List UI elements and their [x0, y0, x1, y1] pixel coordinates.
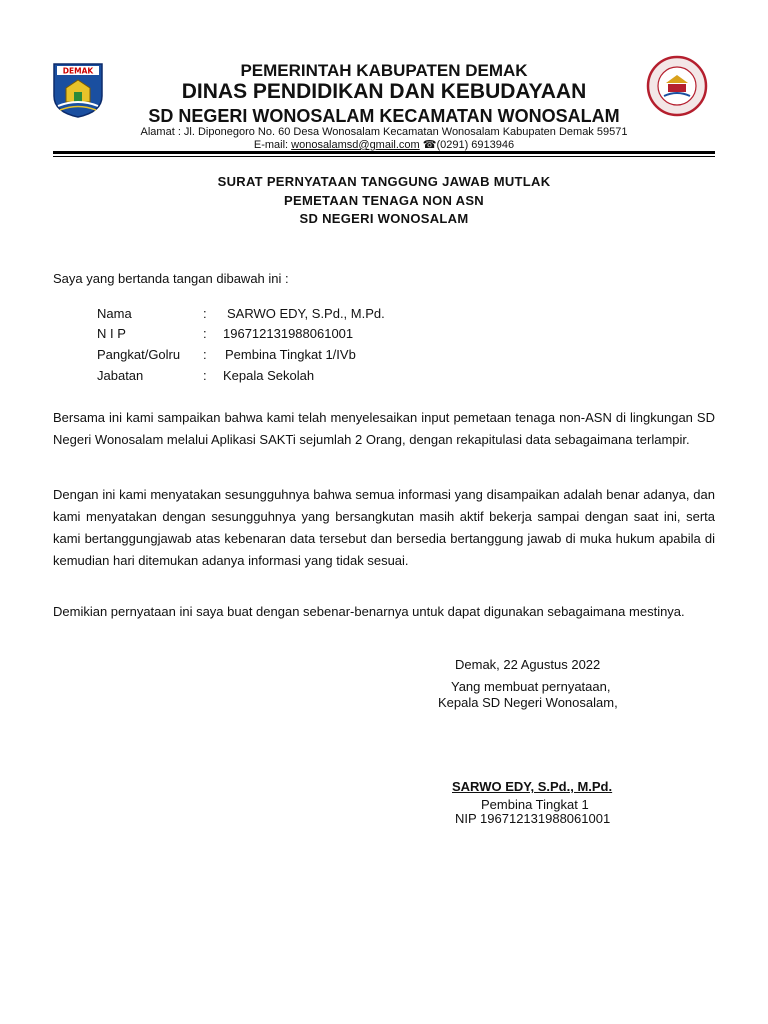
letterhead-divider-thick: [53, 151, 715, 154]
signatory-name: SARWO EDY, S.Pd., M.Pd.: [452, 779, 613, 794]
demak-logo-text: DEMAK: [62, 66, 94, 76]
identity-row-nip: [97, 326, 353, 341]
letter-school: SD NEGERI WONOSALAM: [299, 211, 469, 226]
signature-position: Kepala SD Negeri Wonosalam,: [438, 695, 618, 710]
paragraph-closing: Demikian pernyataan ini saya buat dengan sebenar-benarnya untuk dapat digunakan sebagaimana mestinya.: [53, 604, 685, 619]
identity-colon: :: [203, 326, 207, 341]
identity-key: Jabatan: [97, 368, 144, 383]
paragraph-statement: Bersama ini kami sampaikan bahwa kami telah menyelesaikan input pemetaan tenaga non-ASN di lingkungan SD Negeri Wonosalam melalui Aplikasi SAKTi sejumlah 2 Orang, dengan rekapitulasi data sebagaimana terlampir.: [53, 410, 715, 447]
identity-row-position: [97, 368, 314, 383]
paragraph-declaration: Dengan ini kami menyatakan sesungguhnya bahwa semua informasi yang disampaikan adalah benar adanya, dan kami menyatakan dengan sesungguhnya yang bersangkutan masih aktif bekerja sampai dengan saat ini, serta kami bertanggungjawab atas kebenaran data tersebut dan bersedia bertanggung jawab di muka hukum apabila di kemudian hari ditemukan adanya informasi yang tidak sesuai.: [53, 487, 715, 568]
school-name: SD NEGERI WONOSALAM KECAMATAN WONOSALAM: [148, 106, 620, 126]
identity-row-name: [97, 306, 385, 321]
signatory-nip: NIP 196712131988061001: [455, 811, 611, 826]
identity-colon: :: [203, 306, 207, 321]
place-date: Demak, 22 Agustus 2022: [455, 657, 601, 672]
identity-value: SARWO EDY, S.Pd., M.Pd.: [227, 306, 385, 321]
government-name: PEMERINTAH KABUPATEN DEMAK: [240, 61, 528, 80]
identity-key: Nama: [97, 306, 132, 321]
signature-maker: Yang membuat pernyataan,: [451, 679, 611, 694]
identity-key: N I P: [97, 326, 126, 341]
phone-icon: ☎: [422, 139, 437, 151]
school-address: Alamat : Jl. Diponegoro No. 60 Desa Wonosalam Kecamatan Wonosalam Kabupaten Demak 59571: [140, 126, 628, 138]
department-name: DINAS PENDIDIKAN DAN KEBUDAYAAN: [181, 80, 587, 103]
identity-value: Kepala Sekolah: [223, 368, 315, 383]
email-label: E-mail:: [253, 139, 292, 151]
contact-line: [0, 138, 768, 151]
phone-number: (0291) 6913946: [436, 139, 515, 151]
intro-text: Saya yang bertanda tangan dibawah ini :: [53, 271, 289, 286]
identity-value: Pembina Tingkat 1/IVb: [225, 347, 356, 362]
letterhead-divider-thin: [53, 156, 715, 157]
letter-title: SURAT PERNYATAAN TANGGUNG JAWAB MUTLAK: [217, 174, 551, 189]
signatory-rank: Pembina Tingkat 1: [481, 797, 589, 812]
identity-colon: :: [203, 368, 207, 383]
email-link[interactable]: wonosalamsd@gmail.com: [291, 139, 420, 151]
identity-value: 196712131988061001: [223, 326, 354, 341]
identity-colon: :: [203, 347, 207, 362]
identity-row-rank: [97, 347, 356, 362]
identity-key: Pangkat/Golru: [97, 347, 181, 362]
letter-subtitle: PEMETAAN TENAGA NON ASN: [284, 193, 484, 208]
